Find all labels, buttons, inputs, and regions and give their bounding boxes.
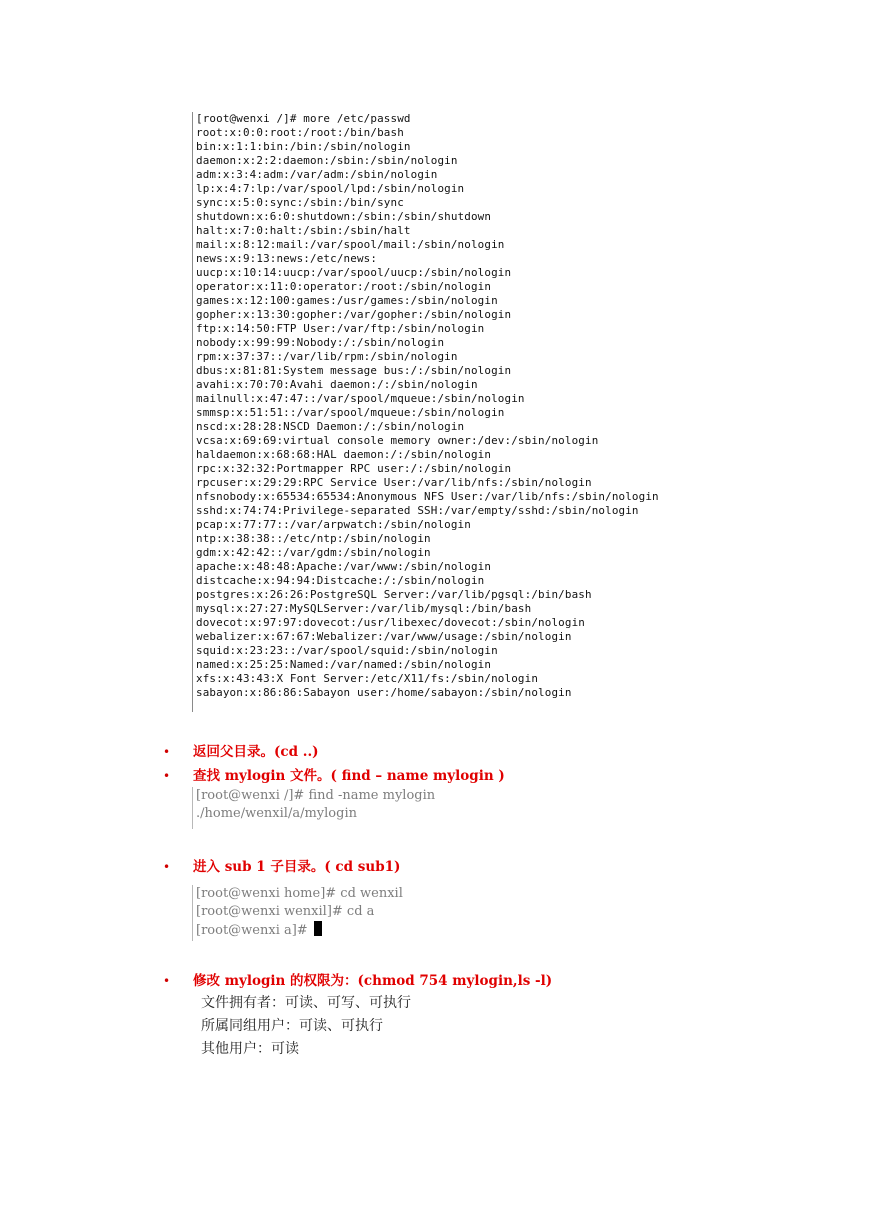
bullet-icon: • bbox=[163, 860, 171, 874]
terminal-line: [root@wenxi home]# cd wenxil bbox=[196, 886, 403, 901]
terminal-line: haldaemon:x:68:68:HAL daemon:/:/sbin/nologin bbox=[196, 448, 492, 461]
terminal-line: news:x:9:13:news:/etc/news: bbox=[196, 252, 378, 265]
terminal-line: gdm:x:42:42::/var/gdm:/sbin/nologin bbox=[196, 546, 431, 559]
step-text: 查找 mylogin 文件。( find – name mylogin ) bbox=[193, 768, 505, 784]
terminal-line: dovecot:x:97:97:dovecot:/usr/libexec/dovecot:/sbin/nologin bbox=[196, 616, 585, 629]
step-text: 进入 sub 1 子目录。( cd sub1) bbox=[193, 859, 401, 875]
step-text: 返回父目录。(cd ..) bbox=[193, 744, 319, 760]
terminal-line: dbus:x:81:81:System message bus:/:/sbin/nologin bbox=[196, 364, 512, 377]
terminal-line: nobody:x:99:99:Nobody:/:/sbin/nologin bbox=[196, 336, 445, 349]
bullet-icon: • bbox=[163, 745, 171, 759]
terminal-line: distcache:x:94:94:Distcache:/:/sbin/nologin bbox=[196, 574, 485, 587]
terminal-line: [root@wenxi /]# find -name mylogin bbox=[196, 788, 436, 803]
prompt-text: [root@wenxi a]# bbox=[196, 923, 308, 938]
terminal-line: games:x:12:100:games:/usr/games:/sbin/nologin bbox=[196, 294, 498, 307]
terminal-line: nfsnobody:x:65534:65534:Anonymous NFS User:/var/lib/nfs:/sbin/nologin bbox=[196, 490, 659, 503]
terminal-line: webalizer:x:67:67:Webalizer:/var/www/usage:/sbin/nologin bbox=[196, 630, 572, 643]
terminal-line: ftp:x:14:50:FTP User:/var/ftp:/sbin/nologin bbox=[196, 322, 485, 335]
terminal-line: sabayon:x:86:86:Sabayon user:/home/sabayon:/sbin/nologin bbox=[196, 686, 572, 699]
terminal-line: vcsa:x:69:69:virtual console memory owner:/dev:/sbin/nologin bbox=[196, 434, 599, 447]
cd-terminal-screenshot bbox=[192, 885, 423, 941]
terminal-line: xfs:x:43:43:X Font Server:/etc/X11/fs:/sbin/nologin bbox=[196, 672, 539, 685]
find-terminal-screenshot bbox=[192, 787, 473, 829]
terminal-line: [root@wenxi /]# more /etc/passwd bbox=[196, 112, 411, 125]
terminal-line: gopher:x:13:30:gopher:/var/gopher:/sbin/nologin bbox=[196, 308, 512, 321]
perm-owner: 文件拥有者：可读、可写、可执行 bbox=[201, 995, 411, 1011]
perm-group: 所属同组用户：可读、可执行 bbox=[201, 1018, 383, 1034]
terminal-line: apache:x:48:48:Apache:/var/www:/sbin/nologin bbox=[196, 560, 492, 573]
terminal-line: shutdown:x:6:0:shutdown:/sbin:/sbin/shutdown bbox=[196, 210, 492, 223]
terminal-line: squid:x:23:23::/var/spool/squid:/sbin/nologin bbox=[196, 644, 498, 657]
terminal-line: adm:x:3:4:adm:/var/adm:/sbin/nologin bbox=[196, 168, 438, 181]
cursor-icon bbox=[314, 921, 322, 936]
terminal-line: rpm:x:37:37::/var/lib/rpm:/sbin/nologin bbox=[196, 350, 458, 363]
terminal-line: lp:x:4:7:lp:/var/spool/lpd:/sbin/nologin bbox=[196, 182, 465, 195]
terminal-line: rpc:x:32:32:Portmapper RPC user:/:/sbin/nologin bbox=[196, 462, 512, 475]
terminal-line: uucp:x:10:14:uucp:/var/spool/uucp:/sbin/nologin bbox=[196, 266, 512, 279]
terminal-line: sync:x:5:0:sync:/sbin:/bin/sync bbox=[196, 196, 404, 209]
terminal-line: mail:x:8:12:mail:/var/spool/mail:/sbin/nologin bbox=[196, 238, 505, 251]
terminal-line: named:x:25:25:Named:/var/named:/sbin/nologin bbox=[196, 658, 492, 671]
bullet-icon: • bbox=[163, 769, 171, 783]
step-text: 修改 mylogin 的权限为：(chmod 754 mylogin,ls -l) bbox=[193, 973, 553, 989]
terminal-line: halt:x:7:0:halt:/sbin:/sbin/halt bbox=[196, 224, 411, 237]
terminal-line: sshd:x:74:74:Privilege-separated SSH:/var/empty/sshd:/sbin/nologin bbox=[196, 504, 639, 517]
terminal-line: pcap:x:77:77::/var/arpwatch:/sbin/nologin bbox=[196, 518, 471, 531]
terminal-line: avahi:x:70:70:Avahi daemon:/:/sbin/nologin bbox=[196, 378, 478, 391]
terminal-line: bin:x:1:1:bin:/bin:/sbin/nologin bbox=[196, 140, 411, 153]
terminal-line: root:x:0:0:root:/root:/bin/bash bbox=[196, 126, 404, 139]
terminal-line: nscd:x:28:28:NSCD Daemon:/:/sbin/nologin bbox=[196, 420, 465, 433]
terminal-line: postgres:x:26:26:PostgreSQL Server:/var/lib/pgsql:/bin/bash bbox=[196, 588, 592, 601]
terminal-line: ./home/wenxil/a/mylogin bbox=[196, 806, 357, 821]
perm-others: 其他用户：可读 bbox=[201, 1041, 299, 1057]
terminal-line: mysql:x:27:27:MySQLServer:/var/lib/mysql:/bin/bash bbox=[196, 602, 532, 615]
passwd-terminal-screenshot bbox=[192, 112, 693, 712]
terminal-line: rpcuser:x:29:29:RPC Service User:/var/lib/nfs:/sbin/nologin bbox=[196, 476, 592, 489]
terminal-line: daemon:x:2:2:daemon:/sbin:/sbin/nologin bbox=[196, 154, 458, 167]
terminal-line: ntp:x:38:38::/etc/ntp:/sbin/nologin bbox=[196, 532, 431, 545]
terminal-prompt-line bbox=[196, 921, 322, 939]
terminal-line: mailnull:x:47:47::/var/spool/mqueue:/sbin/nologin bbox=[196, 392, 525, 405]
bullet-icon: • bbox=[163, 974, 171, 988]
terminal-line: smmsp:x:51:51::/var/spool/mqueue:/sbin/nologin bbox=[196, 406, 505, 419]
terminal-line: operator:x:11:0:operator:/root:/sbin/nologin bbox=[196, 280, 492, 293]
terminal-line: [root@wenxi wenxil]# cd a bbox=[196, 904, 375, 919]
